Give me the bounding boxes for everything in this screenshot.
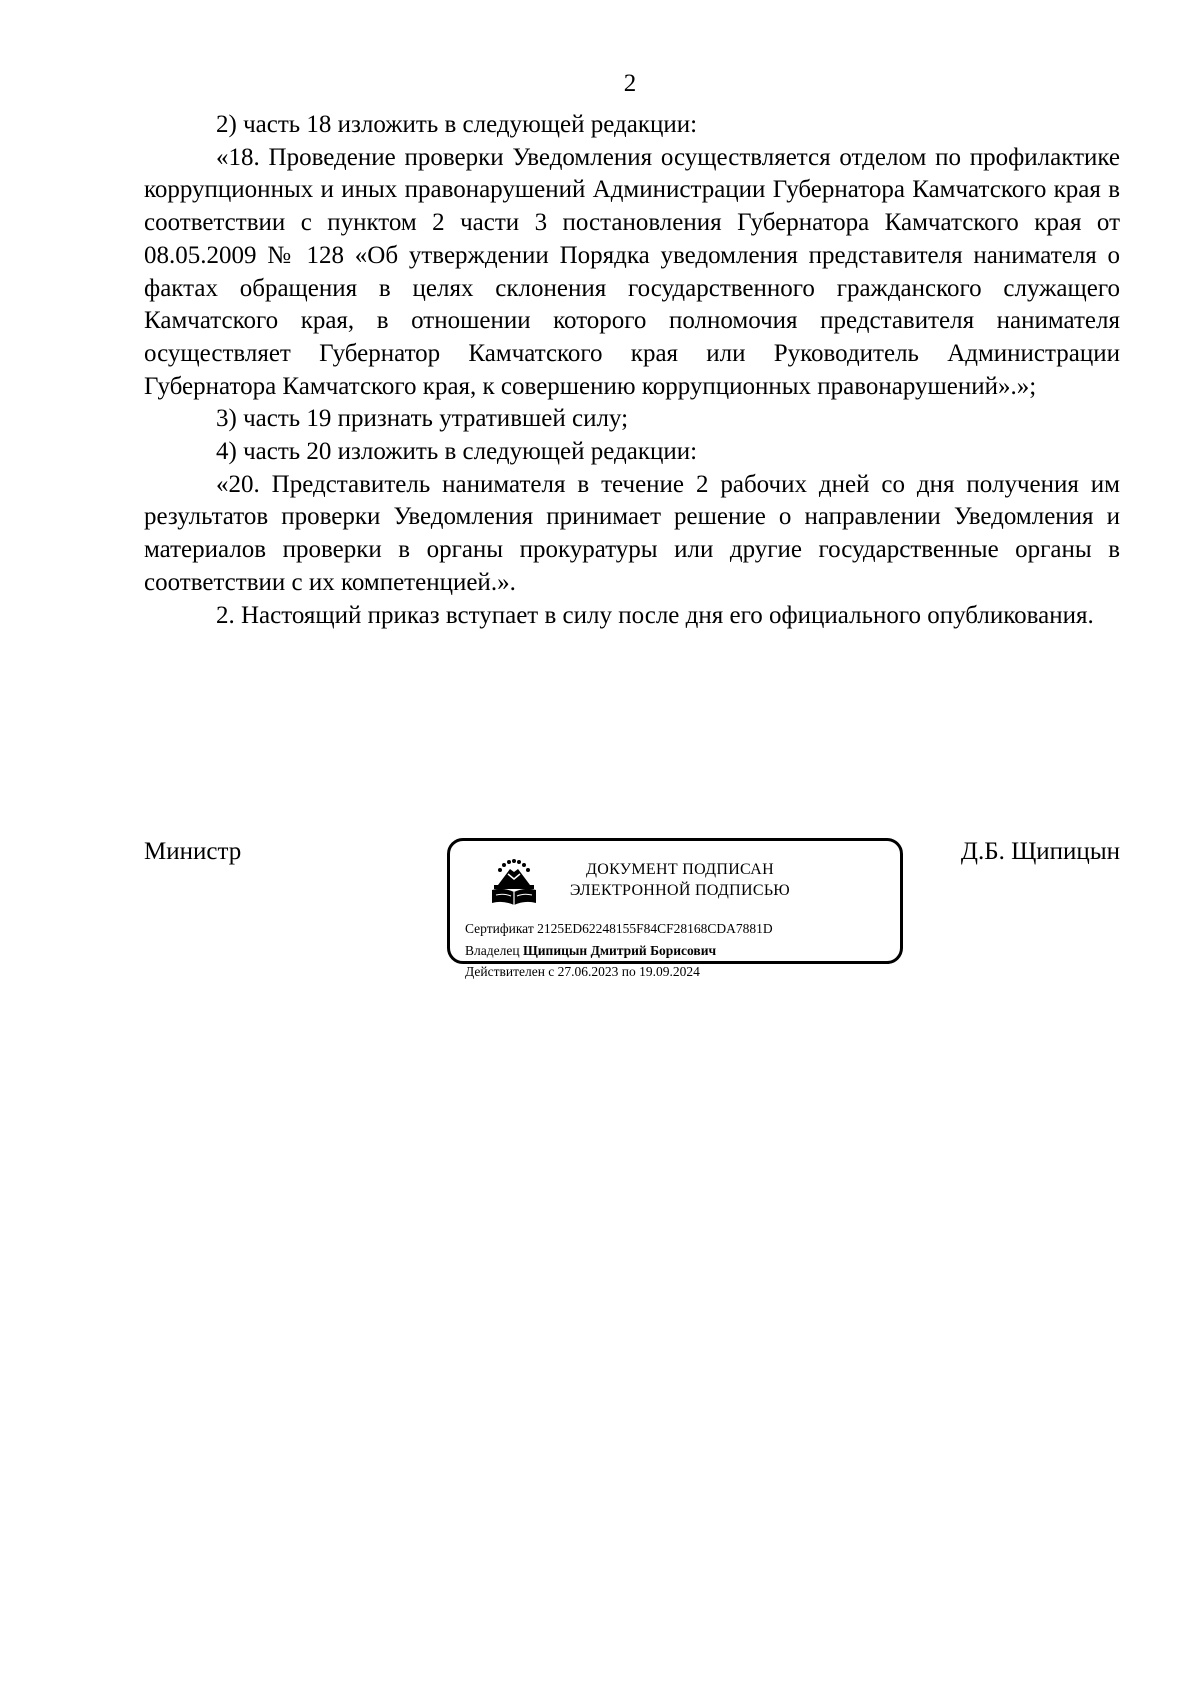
stamp-validity-line	[465, 961, 773, 983]
signature-block	[144, 820, 1120, 1000]
paragraph-entry-into-force: 2. Настоящий приказ вступает в силу после дня его официального опубликования.	[216, 601, 1094, 629]
certificate-label: Сертификат	[465, 921, 534, 936]
owner-label: Владелец	[465, 942, 520, 958]
signer-name: Д.Б. Щипицын	[960, 838, 1120, 865]
page-number: 2	[623, 70, 637, 97]
paragraph-part-20-text: «20. Представитель нанимателя в течение 2 рабочих дней со дня получения им результатов проверки Уведомления принимает решение о направлении Уведомления и материалов проверки в органы прокуратуры или другие государственные органы в соответствии с их компетенцией.».	[144, 470, 1120, 596]
stamp-heading-line2: ЭЛЕКТРОННОЙ ПОДПИСЬЮ	[569, 882, 791, 899]
stamp-details	[465, 918, 773, 983]
stamp-certificate-line	[465, 918, 773, 940]
stamp-owner-line	[465, 940, 773, 962]
valid-from: 27.06.2023	[557, 964, 619, 979]
paragraph-amendment-part-18: 2) часть 18 изложить в следующей редакции:	[216, 111, 698, 138]
valid-to-label: по	[621, 964, 636, 979]
certificate-value: 2125ED62248155F84CF28168CDA7881D	[537, 921, 773, 936]
stamp-heading	[550, 859, 810, 901]
paragraph-amendment-part-19: 3) часть 19 признать утратившей силу;	[216, 405, 629, 433]
paragraph-part-18-text: «18. Проведение проверки Уведомления осуществляется отделом по профилактике коррупционных и иных правонарушений Администрации Губернатора Камчатского края в соответствии с пунктом 2 части 3 постановления Губернатора Камчатского края от 08.05.2009 № 128 «Об утверждении Порядка уведомления представителя нанимателя о фактах обращения в целях склонения государственного гражданского служащего Камчатского края, в отношении которого полномочия представителя нанимателя осуществляет Губернатор Камчатского края или Руководитель Администрации Губернатора Камчатского края, к совершению коррупционных правонарушений».»;	[144, 143, 1120, 400]
valid-to: 19.09.2024	[639, 964, 700, 979]
owner-value: Щипицын Дмитрий Борисович	[522, 942, 717, 958]
signer-position: Министр	[144, 838, 242, 865]
paragraph-amendment-part-20: 4) часть 20 изложить в следующей редакции:	[216, 438, 698, 466]
kamchatka-emblem-icon	[486, 857, 542, 907]
document-body	[144, 109, 1120, 632]
valid-label: Действителен с	[465, 964, 555, 979]
stamp-heading-line1: ДОКУМЕНТ ПОДПИСАН	[586, 861, 774, 878]
electronic-signature-stamp	[447, 838, 903, 979]
